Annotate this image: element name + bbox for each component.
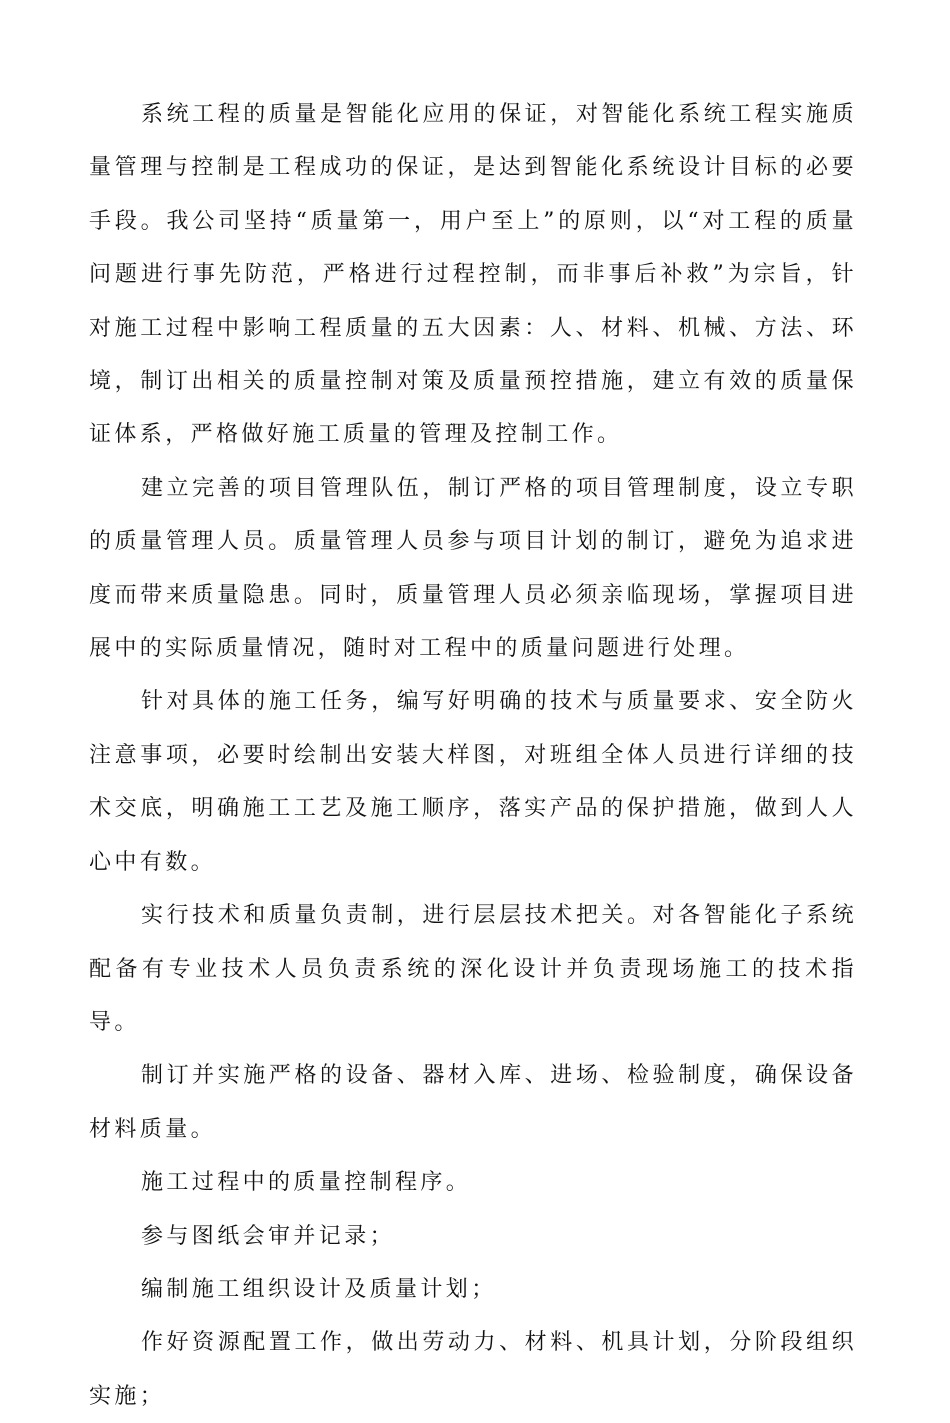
paragraph-resource-allocation: 作好资源配置工作，做出劳动力、材料、机具计划，分阶段组织实施； [89, 1330, 857, 1409]
paragraph-construction-plan: 编制施工组织设计及质量计划； [141, 1276, 497, 1302]
paragraph-equipment-inspection: 制订并实施严格的设备、器材入库、进场、检验制度，确保设备材料质量。 [89, 1063, 857, 1142]
paragraph-control-procedure: 施工过程中的质量控制程序。 [141, 1170, 472, 1196]
paragraph-responsibility-system: 实行技术和质量负责制，进行层层技术把关。对各智能化子系统配备有专业技术人员负责系统的深化设计并负责现场施工的技术指导。 [89, 903, 857, 1035]
paragraph-project-team: 建立完善的项目管理队伍，制订严格的项目管理制度，设立专职的质量管理人员。质量管理人员参与项目计划的制订，避免为追求进度而带来质量隐患。同时，质量管理人员必须亲临现场，掌握项目进展中的实际质量情况，随时对工程中的质量问题进行处理。 [89, 475, 857, 662]
paragraph-quality-overview: 系统工程的质量是智能化应用的保证，对智能化系统工程实施质量管理与控制是工程成功的保证，是达到智能化系统设计目标的必要手段。我公司坚持“质量第一，用户至上”的原则，以“对工程的质量问题进行事先防范，严格进行过程控制，而非事后补救”为宗旨，针对施工过程中影响工程质量的五大因素：人、材料、机械、方法、环境，制订出相关的质量控制对策及质量预控措施，建立有效的质量保证体系，严格做好施工质量的管理及控制工作。 [89, 102, 857, 448]
paragraph-drawing-review: 参与图纸会审并记录； [141, 1223, 396, 1249]
document-body [89, 88, 857, 1423]
paragraph-technical-briefing: 针对具体的施工任务，编写好明确的技术与质量要求、安全防火注意事项，必要时绘制出安装大样图，对班组全体人员进行详细的技术交底，明确施工工艺及施工顺序，落实产品的保护措施，做到人人心中有数。 [89, 689, 857, 875]
